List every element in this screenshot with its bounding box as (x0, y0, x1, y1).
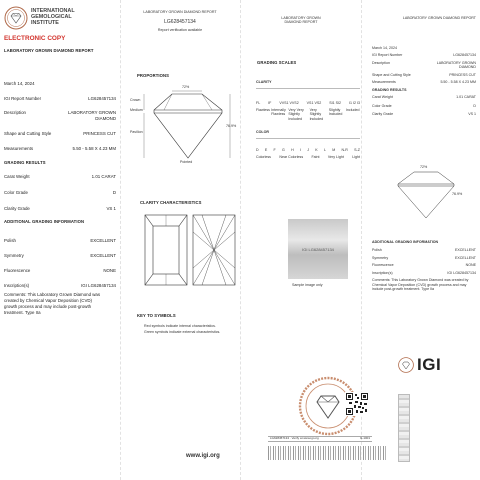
additional-grading-title: ADDITIONAL GRADING INFORMATION (4, 219, 85, 225)
rp-field-label: March 14, 2024 (372, 46, 397, 50)
rp-additional-label: Inscription(s) (372, 270, 393, 275)
igi-logo (398, 355, 441, 375)
sample-image-caption: Sample image only (292, 283, 323, 287)
right-header: LABORATORY GROWN DIAMOND REPORT (402, 16, 476, 20)
key-line-2: Green symbols indicate external characteristics. (144, 330, 221, 334)
key-line-1: Red symbols indicate internal characteristics. (144, 324, 216, 328)
rp-grading-value: VS 1 (468, 112, 476, 117)
color-scale-divider (256, 138, 360, 139)
footer-left-text: LG628457134 · Verify at www.igi.org (270, 436, 319, 440)
color-grade: N-R (341, 148, 348, 153)
rp-field-value: LG628457134 (453, 53, 476, 58)
additional-value: NONE (103, 267, 116, 273)
clarity-grade: VS1 VS2 (306, 101, 322, 106)
rp-grading-label: Clarity Grade (372, 112, 394, 117)
igi-logo-text: IGI (417, 355, 442, 374)
footer-right-text: G-1001 (360, 436, 371, 440)
report-title: LABORATORY GROWN DIAMOND REPORT (4, 48, 94, 53)
ml-header-line-1: LABORATORY GROWN DIAMOND REPORT (143, 10, 217, 14)
field-label: March 14, 2024 (4, 81, 35, 86)
rp-field-row (372, 61, 476, 70)
clarity-characteristics-title: CLARITY CHARACTERISTICS (140, 200, 202, 205)
rp-field-label: Measurements (372, 80, 396, 85)
rp-additional-row (372, 256, 476, 260)
clarity-desc: Very Slightly Included (309, 107, 324, 121)
clarity-scale-grades (256, 101, 360, 105)
color-scale-grades (256, 148, 360, 152)
ml-header-line-3: Report verification available (157, 28, 203, 33)
rp-additional-row (372, 271, 476, 275)
clarity-scale-block (256, 80, 360, 121)
left-panel (4, 6, 116, 315)
rp-grading-label: Carat Weight (372, 95, 393, 100)
additional-label: Inscription(s) (4, 282, 30, 288)
rp-field-row (372, 46, 476, 50)
additional-label: Symmetry (4, 253, 24, 259)
grading-scales-title: GRADING SCALES (257, 60, 297, 65)
color-desc: Faint (311, 154, 320, 159)
report-fields (4, 81, 116, 151)
grading-row (4, 174, 116, 180)
grading-row (4, 206, 116, 212)
color-grade: G (282, 148, 285, 153)
color-scale-block (256, 130, 360, 159)
grading-value: VS 1 (106, 205, 116, 211)
rp-additional-row (372, 263, 476, 267)
rp-additional-label: Fluorescence (372, 263, 394, 268)
rp-prop-table-label: 72% (420, 165, 428, 169)
color-grade: L (323, 148, 326, 153)
additional-row (4, 253, 116, 259)
rp-field-value: LABORATORY GROWN DIAMOND (436, 60, 476, 70)
barcode-strip (268, 446, 386, 460)
color-grade: D (256, 148, 259, 153)
color-grade: H (291, 148, 294, 153)
sample-inscription-image (288, 219, 348, 279)
ml-header-line-2: LG628457134 (164, 19, 196, 26)
color-grade: E (264, 148, 268, 153)
color-grade: I (299, 148, 301, 153)
rp-grading-row (372, 104, 476, 108)
rp-additional-label: Polish (372, 248, 382, 253)
middle-left-panel (124, 10, 236, 33)
field-row (4, 146, 116, 152)
right-panel (372, 46, 476, 121)
rp-field-row (372, 73, 476, 77)
fold-line-1 (120, 0, 121, 480)
color-grade: J (307, 148, 310, 153)
field-label: Description (4, 110, 26, 116)
institute-name-line-1: INTERNATIONAL (31, 8, 75, 14)
key-to-symbols-title: KEY TO SYMBOLS (137, 313, 176, 318)
color-scale-label: COLOR (256, 130, 269, 134)
grading-row (4, 190, 116, 196)
clarity-desc: Flawless (256, 107, 270, 112)
grading-results-title: GRADING RESULTS (4, 160, 46, 166)
field-value: PRINCESS CUT (83, 130, 116, 136)
rp-comments: Comments: This Laboratory Grown Diamond was created by Chemical Vapor Deposition (CVD) growth process and may include post-growth treatment. Type IIa (372, 278, 469, 292)
field-value: LG628457134 (88, 95, 116, 101)
clarity-desc: Slightly Included (328, 107, 343, 117)
mr-header-line-2: DIAMOND REPORT (284, 20, 318, 25)
mr-header-line-1: LABORATORY GROWN (281, 16, 321, 20)
clarity-scale-divider (256, 88, 360, 89)
field-row (4, 110, 116, 121)
igi-logo-emblem-icon (398, 357, 414, 373)
color-grade: M (332, 148, 336, 153)
color-grade: K (315, 148, 318, 153)
clarity-scale-label: CLARITY (256, 80, 272, 84)
field-label: Shape and Cutting Style (4, 130, 52, 136)
color-desc: Near Colorless (279, 154, 304, 159)
rp-additional-value: EXCELLENT (455, 248, 476, 253)
comments-text: Comments: This Laboratory Grown Diamond was created by Chemical Vapor Deposition (CVD) growth process and may include post-growth treatment. Type IIa (4, 292, 101, 315)
field-row (4, 96, 116, 102)
rp-grading-value: D (473, 103, 476, 108)
institute-name-line-3: INSTITUTE (31, 20, 59, 27)
rp-additional-label: Symmetry (372, 255, 389, 260)
additional-row (4, 268, 116, 274)
clarity-plot-pavilion (192, 214, 236, 286)
field-label: Measurements (4, 145, 34, 151)
rp-field-value: PRINCESS CUT (449, 72, 476, 77)
clarity-scale-descriptions (256, 108, 360, 121)
additional-row (4, 283, 116, 289)
field-row (4, 81, 116, 87)
rp-additional-value: EXCELLENT (455, 255, 476, 260)
qr-code[interactable] (345, 392, 369, 416)
additional-value: EXCELLENT (90, 238, 116, 244)
color-desc: Colorless (256, 154, 271, 159)
grading-label: Carat Weight (4, 174, 30, 180)
grading-value: D (112, 190, 116, 196)
rp-field-label: IGI Report Number (372, 53, 403, 58)
rp-grading-row (372, 95, 476, 99)
rp-additional-value: IGI LG628457134 (447, 270, 476, 275)
rp-field-value: 5.50 - 5.58 X 4.23 MM (440, 80, 476, 85)
color-desc: Very Light (327, 154, 344, 159)
color-scale-descriptions (256, 155, 360, 159)
rp-proportions-diagram (386, 165, 466, 224)
clarity-grade: SI1 SI2 (329, 101, 341, 106)
proportions-diagram (130, 85, 238, 168)
clarity-desc: Included (345, 107, 360, 112)
electronic-copy-label: ELECTRONIC COPY (4, 35, 66, 42)
website-link[interactable]: www.igi.org (186, 453, 220, 459)
rp-field-label: Description (372, 60, 390, 65)
hologram-strip (398, 394, 410, 462)
clarity-grade: VVS1 VVS2 (279, 101, 299, 106)
prop-table-label: 72% (182, 85, 190, 89)
fold-line-2 (240, 0, 241, 480)
institute-name-line-2: GEMOLOGICAL (31, 14, 72, 21)
additional-row (4, 238, 116, 244)
rp-prop-depth-label: 76.9% (452, 192, 463, 196)
field-value: LABORATORY GROWN DIAMOND (68, 110, 116, 122)
prop-crown-label: Crown (130, 98, 141, 102)
sample-inscription-text: IGI LG628457134 (302, 246, 334, 252)
prop-culet-label: Pointed (180, 160, 193, 164)
clarity-grade: I1 I2 I3 (348, 101, 360, 106)
clarity-grade: FL (256, 101, 261, 106)
color-grade: S-Z (354, 148, 360, 153)
rp-field-label: Shape and Cutting Style (372, 72, 411, 77)
rp-grading-value: 1.01 CARAT (456, 95, 476, 100)
proportions-title: PROPORTIONS (137, 73, 170, 78)
clarity-desc: Very Very Slightly Included (288, 107, 304, 121)
additional-label: Polish (4, 238, 16, 244)
rp-additional-value: NONE (465, 263, 476, 268)
field-row (4, 131, 116, 137)
rp-additional-block (372, 240, 476, 292)
clarity-grade: IF (268, 101, 272, 106)
middle-right-panel (244, 16, 358, 25)
rp-field-row (372, 53, 476, 57)
igi-emblem-icon (4, 6, 28, 30)
field-value: 5.50 - 5.58 X 4.23 MM (72, 145, 116, 151)
clarity-plot-crown (144, 214, 188, 286)
additional-label: Fluorescence (4, 267, 31, 273)
grading-value: 1.01 CARAT (91, 174, 116, 180)
rp-field-row (372, 80, 476, 84)
prop-depth-label: 76.9% (226, 124, 237, 128)
grading-label: Clarity Grade (4, 205, 30, 211)
clarity-desc: Internally Flawless (271, 107, 286, 117)
additional-value: EXCELLENT (90, 253, 116, 259)
grading-label: Color Grade (4, 190, 28, 196)
prop-girdle-label: Medium (130, 108, 143, 112)
rp-additional-row (372, 248, 476, 252)
rp-additional-title: ADDITIONAL GRADING INFORMATION (372, 240, 439, 244)
additional-value: IGI LG628457134 (81, 282, 116, 288)
color-desc: Light (352, 154, 360, 159)
rp-grading-row (372, 112, 476, 116)
rp-grading-title: GRADING RESULTS (372, 87, 407, 92)
field-label: IGI Report Number (4, 95, 42, 101)
color-grade: F (273, 148, 276, 153)
prop-pavilion-label: Pavilion (130, 130, 143, 134)
rp-grading-label: Color Grade (372, 103, 392, 108)
